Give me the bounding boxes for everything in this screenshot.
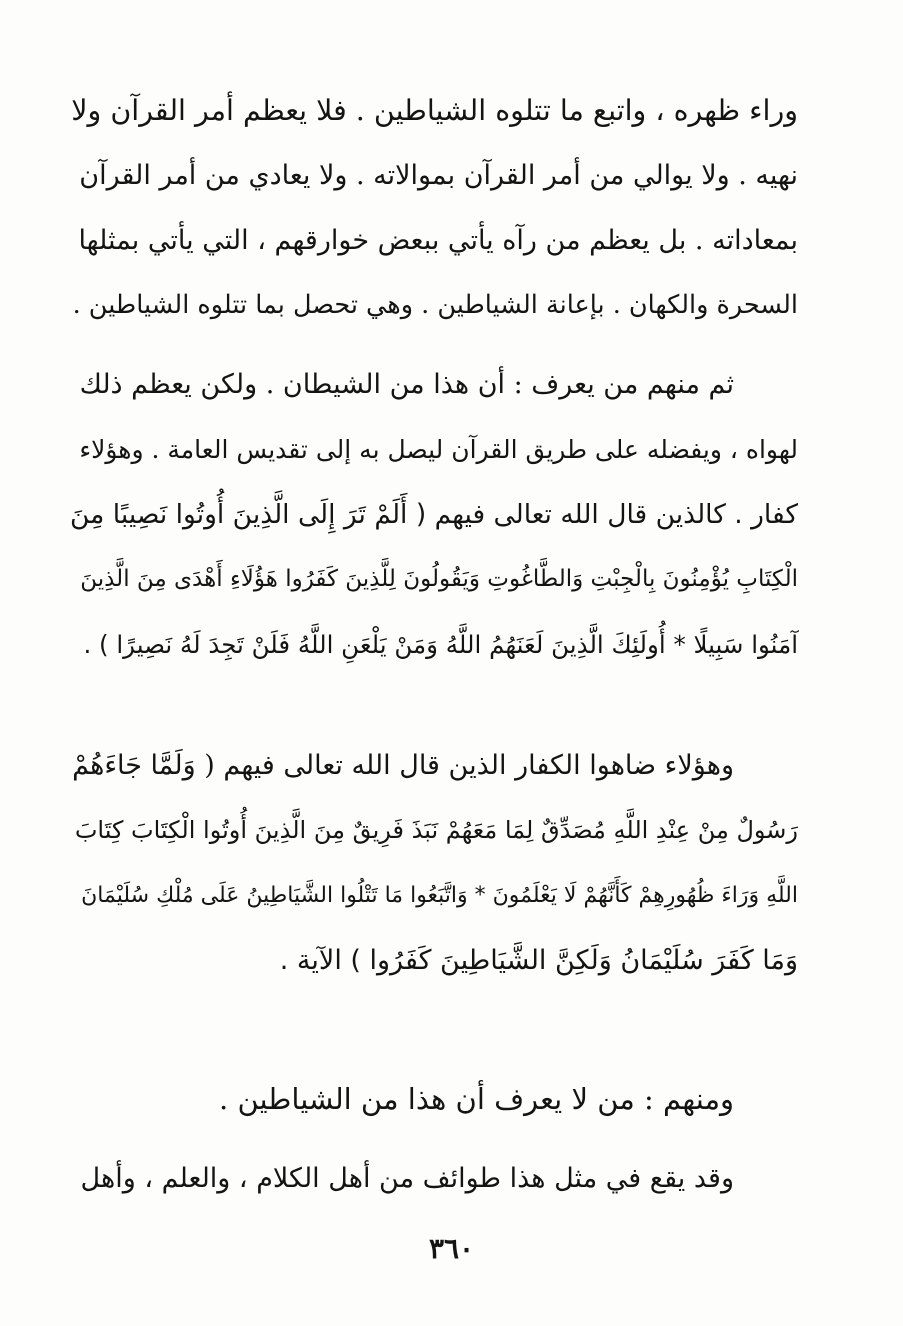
paragraph-3: [70, 733, 798, 993]
paragraph-4: [70, 1067, 798, 1132]
paragraph-2: [70, 352, 798, 677]
paragraph-1: [70, 78, 798, 338]
text-line-with-quran-quote: كفار . كالذين قال الله تعالى فيهم ( أَلَمْ تَرَ إِلَى الَّذِينَ أُوتُوا نَصِيبًا مِنَ: [70, 499, 798, 530]
paragraph-5: [70, 1146, 798, 1211]
text-line: ثم منهم من يعرف : أن هذا من الشيطان . ولكن يعظم ذلك: [79, 369, 734, 400]
text-line: وقد يقع في مثل هذا طوائف من أهل الكلام ، والعلم ، وأهل: [80, 1163, 734, 1194]
page-number: ٣٦٠: [428, 1232, 475, 1265]
text-line: ومنهم : من لا يعرف أن هذا من الشياطين .: [219, 1082, 734, 1116]
text-line: نهيه . ولا يوالي من أمر القرآن بموالاته . ولا يعادي من أمر القرآن: [79, 160, 798, 191]
quran-verse-line: الْكِتَابِ يُؤْمِنُونَ بِالْجِبْتِ وَالطَّاغُوتِ وَيَقُولُونَ لِلَّذِينَ كَفَرُوا هَؤُلَاءِ أَهْدَى مِنَ الَّذِينَ: [80, 566, 798, 592]
text-line-with-quran-quote: وهؤلاء ضاهوا الكفار الذين قال الله تعالى فيهم ( وَلَمَّا جَاءَهُمْ: [72, 750, 734, 781]
text-line: بمعاداته . بل يعظم من رآه يأتي ببعض خوارقهم ، التي يأتي بمثلها: [78, 225, 798, 256]
quran-verse-line: اللَّهِ وَرَاءَ ظُهُورِهِمْ كَأَنَّهُمْ لَا يَعْلَمُونَ * وَاتَّبَعُوا مَا تَتْلُوا الشَّيَاطِينُ عَلَى مُلْكِ سُلَيْمَانَ: [81, 883, 798, 908]
quran-verse-line: وَمَا كَفَرَ سُلَيْمَانُ وَلَكِنَّ الشَّيَاطِينَ كَفَرُوا ) الآية .: [279, 945, 798, 976]
quran-verse-line: رَسُولٌ مِنْ عِنْدِ اللَّهِ مُصَدِّقٌ لِمَا مَعَهُمْ نَبَذَ فَرِيقٌ مِنَ الَّذِينَ أُوتُوا الْكِتَابَ كِتَابَ: [74, 816, 798, 844]
text-line: وراء ظهره ، واتبع ما تتلوه الشياطين . فلا يعظم أمر القرآن ولا: [71, 94, 798, 127]
quran-verse-line: آمَنُوا سَبِيلًا * أُولَئِكَ الَّذِينَ لَعَنَهُمُ اللَّهُ وَمَنْ يَلْعَنِ اللَّهُ فَلَنْ تَجِدَ لَهُ نَصِيرًا ) .: [83, 630, 798, 659]
text-line: لهواه ، ويفضله على طريق القرآن ليصل به إلى تقديس العامة . وهؤلاء: [79, 435, 798, 464]
text-line: السحرة والكهان . بإعانة الشياطين . وهي تحصل بما تتلوه الشياطين .: [72, 290, 798, 320]
